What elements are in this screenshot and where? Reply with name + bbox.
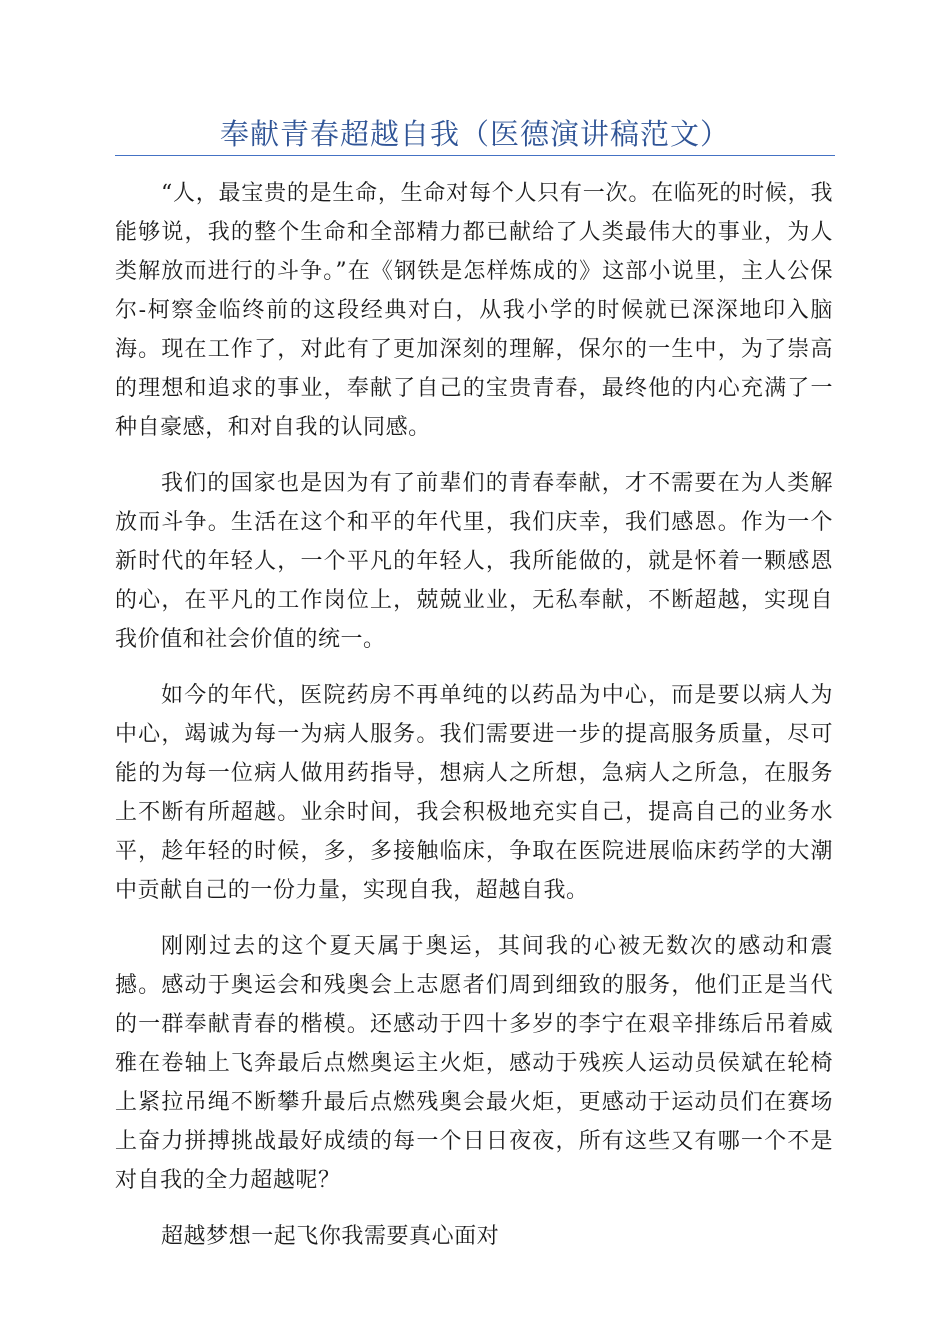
body-paragraph: 如今的年代，医院药房不再单纯的以药品为中心，而是要以病人为中心，竭诚为每一为病人服务。我们需要进一步的提高服务质量，尽可能的为每一位病人做用药指导，想病人之所想，急病人之所急，在服务上不断有所超越。业余时间，我会积极地充实自己，提高自己的业务水平，趁年轻的时候，多，多接触临床，争取在医院进展临床药学的大潮中贡献自己的一份力量，实现自我，超越自我。 bbox=[115, 683, 833, 903]
document-title: 奉献青春超越自我（医德演讲稿范文） bbox=[219, 117, 730, 151]
title-underline bbox=[115, 155, 835, 156]
body-paragraph: 我们的国家也是因为有了前辈们的青春奉献，才不需要在为人类解放而斗争。生活在这个和平的年代里，我们庆幸，我们感恩。作为一个新时代的年轻人，一个平凡的年轻人，我所能做的，就是怀着一颗感恩的心，在平凡的工作岗位上，兢兢业业，无私奉献，不断超越，实现自我价值和社会价值的统一。 bbox=[115, 471, 833, 652]
body-paragraph: 刚刚过去的这个夏天属于奥运，其间我的心被无数次的感动和震撼。感动于奥运会和残奥会上志愿者们周到细致的服务，他们正是当代的一群奉献青春的楷模。还感动于四十多岁的李宁在艰辛排练后吊着威雅在卷轴上飞奔最后点燃奥运主火炬，感动于残疾人运动员侯斌在轮椅上紧拉吊绳不断攀升最后点燃残奥会最火炬，更感动于运动员们在赛场上奋力拼搏挑战最好成绩的每一个日日夜夜，所有这些又有哪一个不是对自我的全力超越呢？ bbox=[115, 934, 833, 1193]
body-paragraph: “人，最宝贵的是生命，生命对每个人只有一次。在临死的时候，我能够说，我的整个生命和全部精力都已献给了人类最伟大的事业，为人类解放而进行的斗争。”在《钢铁是怎样炼成的》这部小说里，主人公保尔-柯察金临终前的这段经典对白，从我小学的时候就已深深地印入脑海。现在工作了，对此有了更加深刻的理解，保尔的一生中，为了崇高的理想和追求的事业，奉献了自己的宝贵青春，最终他的内心充满了一种自豪感，和对自我的认同感。 bbox=[115, 181, 833, 440]
document-body bbox=[115, 174, 833, 1273]
body-paragraph: 超越梦想一起飞你我需要真心面对 bbox=[161, 1224, 500, 1249]
